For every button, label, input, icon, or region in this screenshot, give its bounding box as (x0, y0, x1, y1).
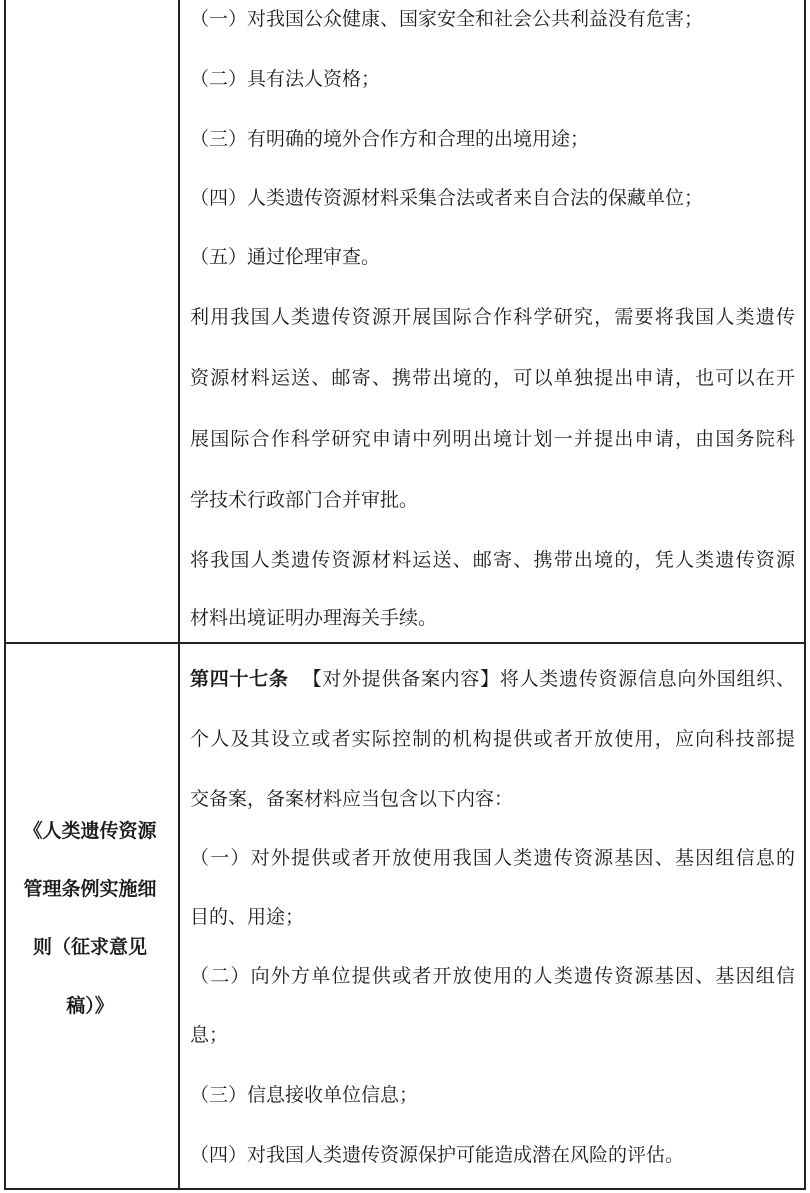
text-line: （三）信息接收单位信息； (190, 1084, 419, 1106)
text-line: 息； (190, 1024, 229, 1046)
text-line: 交备案，备案材料应当包含以下内容： (190, 788, 514, 810)
article-first-line (190, 666, 795, 692)
text-line: （四）人类遗传资源材料采集合法或者来自合法的保藏单位； (190, 187, 704, 209)
text-line: 将我国人类遗传资源材料运送、邮寄、携带出境的，凭人类遗传资源 (190, 549, 795, 571)
text-line: 材料出境证明办理海关手续。 (190, 607, 438, 629)
text-line: 目的、用途； (190, 906, 305, 928)
text-line: 利用我国人类遗传资源开展国际合作科学研究，需要将我国人类遗传 (190, 306, 795, 328)
text-line: 个人及其设立或者实际控制的机构提供或者开放使用，应向科技部提 (190, 728, 795, 750)
article-number: 第四十七条 (190, 668, 289, 690)
text-line: 资源材料运送、邮寄、携带出境的，可以单独提出申请，也可以在开 (190, 367, 795, 389)
text-line: （二）具有法人资格； (190, 68, 381, 90)
text-line: （一）对外提供或者开放使用我国人类遗传资源基因、基因组信息的 (190, 847, 795, 869)
law-title-line: 稿）》 (66, 995, 114, 1017)
text-line: 展国际合作科学研究申请中列明出境计划一并提出申请，由国务院科 (190, 428, 795, 450)
table-bottom-border (4, 1188, 805, 1190)
text-line: （二）向外方单位提供或者开放使用的人类遗传资源基因、基因组信 (190, 965, 795, 987)
text-line: （五）通过伦理审查。 (190, 246, 381, 268)
article-heading-text: 【对外提供备案内容】将人类遗传资源信息向外国组织、 (302, 668, 795, 690)
text-line: （三）有明确的境外合作方和合理的出境用途； (190, 128, 590, 150)
table-row-divider (4, 642, 805, 644)
table-right-border (804, 0, 806, 1190)
text-line: （一）对我国公众健康、国家安全和社会公共利益没有危害； (190, 8, 704, 30)
law-title-line: 管理条例实施细 (23, 878, 157, 900)
text-line: （四）对我国人类遗传资源保护可能造成潜在风险的评估。 (190, 1144, 685, 1166)
table-column-divider (178, 0, 180, 1190)
law-title-line: 《人类遗传资源 (23, 820, 157, 842)
text-line: 学技术行政部门合并审批。 (190, 489, 419, 511)
law-title-line: 则（征求意见 (32, 936, 147, 958)
